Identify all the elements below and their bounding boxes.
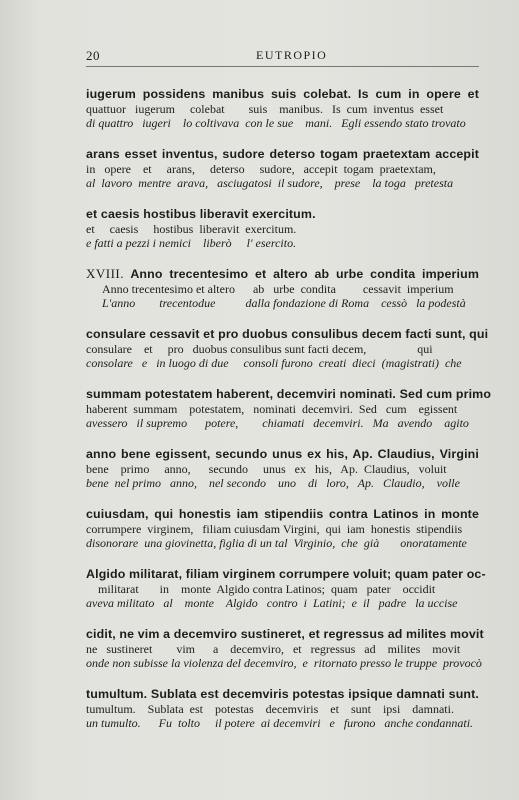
- translation-line: bene nel primo anno, nel secondo uno di loro, Ap. Claudio, volle: [86, 476, 460, 490]
- latin-line: iugerum possidens manibus suis colebat. Is cum in opere et: [86, 87, 479, 101]
- translation-line: e fatti a pezzi i nemici liberò l' esercito.: [86, 236, 297, 250]
- text-block: [86, 326, 489, 371]
- translation-line: avessero il supremo potere, chiamati decemviri. Ma avendo agito: [86, 416, 469, 430]
- latin-line: et caesis hostibus liberavit exercitum.: [86, 207, 316, 221]
- text-block: [86, 86, 479, 131]
- page-number: 20: [86, 48, 100, 63]
- latin-line: Algido militarat, filiam virginem corrumpere voluit; quam pater oc-: [86, 567, 486, 581]
- latin-line: consulare cessavit et pro duobus consulibus decem facti sunt, qui: [86, 327, 489, 341]
- word-order-line: ne sustineret vim a decemviro, et regressus ad milites movit: [86, 642, 461, 656]
- text-block: [86, 506, 479, 551]
- translation-line: onde non subisse la violenza del decemviro, e ritornato presso le truppe provocò: [86, 656, 482, 670]
- text-block: [86, 266, 479, 311]
- latin-line: anno bene egissent, secundo unus ex his, Ap. Claudius, Virgini: [86, 447, 479, 461]
- word-order-line: quattuor iugerum colebat suis manibus. Is cum inventus esset: [86, 102, 444, 116]
- latin-line: summam potestatem haberent, decemviri nominati. Sed cum primo: [86, 387, 492, 401]
- latin-line: [86, 266, 479, 282]
- latin-line: cidit, ne vim a decemviro sustineret, et regressus ad milites movit: [86, 627, 484, 641]
- text-block: [86, 206, 479, 251]
- word-order-line: bene primo anno, secundo unus ex his, Ap. Claudius, voluit: [86, 462, 447, 476]
- translation-line: consolare e in luogo di due consoli furono creati dieci (magistrati) che: [86, 356, 462, 370]
- translation-line: L'anno trecentodue dalla fondazione di Roma cessò la podestà: [102, 296, 466, 310]
- word-order-line: Anno trecentesimo et altero ab urbe condita cessavit imperium: [102, 282, 454, 296]
- translation-line: al lavoro mentre arava, asciugatosi il sudore, prese la toga pretesta: [86, 176, 454, 190]
- text-block: [86, 686, 479, 731]
- text-block: [86, 446, 479, 491]
- word-order-line: militarat in monte Algido contra Latinos; quam pater occidit: [86, 582, 436, 596]
- latin-line: cuiusdam, qui honestis iam stipendiis contra Latinos in monte: [86, 507, 479, 521]
- translation-line: un tumulto. Fu tolto il potere ai decemviri e furono anche condannati.: [86, 716, 474, 730]
- latin-line-text: Anno trecentesimo et altero ab urbe condita imperium: [130, 267, 479, 281]
- chapter-number: XVIII.: [86, 266, 125, 281]
- page-header: [86, 46, 479, 67]
- word-order-line: in opere et arans, deterso sudore, accepit togam praetextam,: [86, 162, 436, 176]
- word-order-line: haberent summam potestatem, nominati decemviri. Sed cum egissent: [86, 402, 458, 416]
- text-block: [86, 566, 486, 611]
- latin-line: arans esset inventus, sudore deterso togam praetextam accepit: [86, 147, 479, 161]
- translation-line: aveva militato al monte Algido contro i Latini; e il padre la uccise: [86, 596, 458, 610]
- word-order-line: corrumpere virginem, filiam cuiusdam Virgini, qui iam honestis stipendiis: [86, 522, 463, 536]
- translation-line: disonorare una giovinetta, figlia di un tal Virginio, che già onoratamente: [86, 536, 467, 550]
- page-content: [86, 86, 492, 731]
- running-title: EUTROPIO: [256, 48, 328, 62]
- text-block: [86, 146, 479, 191]
- word-order-line: consulare et pro duobus consulibus sunt facti decem, qui: [86, 342, 433, 356]
- text-block: [86, 626, 484, 671]
- text-block: [86, 386, 492, 431]
- word-order-line: et caesis hostibus liberavit exercitum.: [86, 222, 297, 236]
- word-order-line: tumultum. Sublata est potestas decemviris et sunt ipsi damnati.: [86, 702, 454, 716]
- translation-line: di quattro iugeri lo coltivava con le sue mani. Egli essendo stato trovato: [86, 116, 466, 130]
- latin-line: tumultum. Sublata est decemviris potestas ipsique damnati sunt.: [86, 687, 479, 701]
